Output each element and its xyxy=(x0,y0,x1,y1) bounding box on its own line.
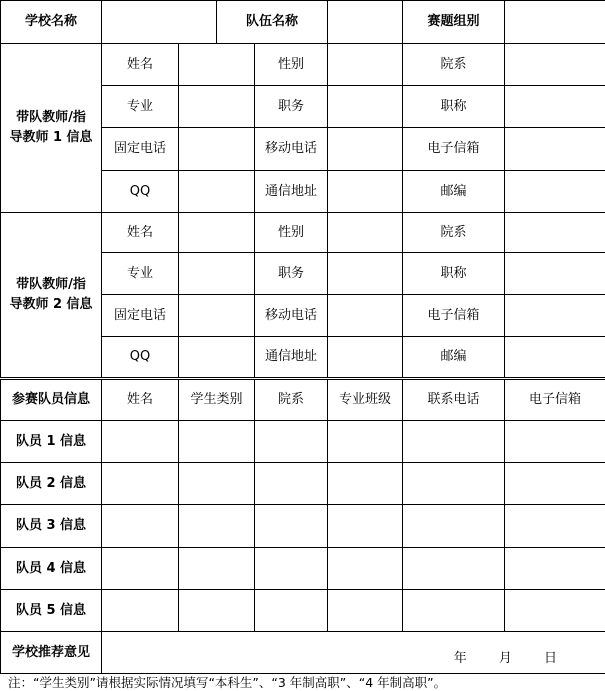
member-label: 队员 4 信息 xyxy=(1,548,102,590)
member-label: 队员 3 信息 xyxy=(1,505,102,548)
field-label: QQ xyxy=(102,171,179,213)
date-day: 日 xyxy=(544,649,557,669)
member-cell[interactable] xyxy=(179,505,255,548)
field-value[interactable] xyxy=(179,86,255,128)
team-name-label: 队伍名称 xyxy=(217,1,328,44)
field-label: 职务 xyxy=(255,86,328,128)
member-row xyxy=(1,505,605,548)
field-label: 职务 xyxy=(255,253,328,295)
field-value[interactable] xyxy=(328,171,403,213)
field-label: 通信地址 xyxy=(255,171,328,213)
field-label: QQ xyxy=(102,337,179,379)
field-value[interactable] xyxy=(328,213,403,253)
column-header-phone: 联系电话 xyxy=(403,379,505,421)
field-value[interactable] xyxy=(505,295,605,337)
field-value[interactable] xyxy=(505,337,605,379)
column-header-email: 电子信箱 xyxy=(505,379,605,421)
member-cell[interactable] xyxy=(505,421,605,463)
field-value[interactable] xyxy=(179,171,255,213)
teacher1-title-line1: 带队教师/指 xyxy=(1,108,101,128)
recommendation-content[interactable] xyxy=(102,632,605,674)
field-label: 职称 xyxy=(403,86,505,128)
column-header-student-type: 学生类别 xyxy=(179,379,255,421)
member-label: 队员 1 信息 xyxy=(1,421,102,463)
school-name-value[interactable] xyxy=(102,1,217,44)
member-cell[interactable] xyxy=(179,590,255,632)
member-cell[interactable] xyxy=(505,590,605,632)
field-label: 院系 xyxy=(403,44,505,86)
field-label: 性别 xyxy=(255,44,328,86)
field-label: 移动电话 xyxy=(255,128,328,171)
field-label: 专业 xyxy=(102,253,179,295)
member-cell[interactable] xyxy=(255,505,328,548)
field-value[interactable] xyxy=(179,253,255,295)
member-cell[interactable] xyxy=(328,463,403,505)
teacher2-title-line1: 带队教师/指 xyxy=(1,275,101,295)
member-cell[interactable] xyxy=(328,548,403,590)
member-cell[interactable] xyxy=(102,548,179,590)
member-cell[interactable] xyxy=(102,505,179,548)
field-value[interactable] xyxy=(179,128,255,171)
field-label: 邮编 xyxy=(403,171,505,213)
member-cell[interactable] xyxy=(328,590,403,632)
member-row xyxy=(1,590,605,632)
field-value[interactable] xyxy=(328,44,403,86)
recommendation-label: 学校推荐意见 xyxy=(1,632,102,674)
member-cell[interactable] xyxy=(255,463,328,505)
member-cell[interactable] xyxy=(255,590,328,632)
member-cell[interactable] xyxy=(505,505,605,548)
member-cell[interactable] xyxy=(102,421,179,463)
school-name-label: 学校名称 xyxy=(1,1,102,44)
member-cell[interactable] xyxy=(179,548,255,590)
field-value[interactable] xyxy=(505,253,605,295)
date-year: 年 xyxy=(454,649,467,669)
track-group-label: 赛题组别 xyxy=(403,1,505,44)
column-header-major-class: 专业班级 xyxy=(328,379,403,421)
field-value[interactable] xyxy=(179,44,255,86)
member-cell[interactable] xyxy=(179,463,255,505)
field-value[interactable] xyxy=(179,337,255,379)
teacher2-row xyxy=(1,213,605,253)
teacher2-title-line2: 导教师 2 信息 xyxy=(1,295,101,315)
field-value[interactable] xyxy=(328,86,403,128)
field-label: 电子信箱 xyxy=(403,128,505,171)
field-value[interactable] xyxy=(505,213,605,253)
field-label: 姓名 xyxy=(102,213,179,253)
members-header-row xyxy=(1,379,605,421)
field-label: 专业 xyxy=(102,86,179,128)
footnote: 注：“学生类别”请根据实际情况填写“本科生”、“3 年制高职”、“4 年制高职”。 xyxy=(8,673,446,691)
member-cell[interactable] xyxy=(505,548,605,590)
signature-date xyxy=(426,649,557,669)
column-header-name: 姓名 xyxy=(102,379,179,421)
member-label: 队员 2 信息 xyxy=(1,463,102,505)
teacher1-title-line2: 导教师 1 信息 xyxy=(1,128,101,148)
member-cell[interactable] xyxy=(403,463,505,505)
field-label: 移动电话 xyxy=(255,295,328,337)
field-label: 固定电话 xyxy=(102,295,179,337)
field-label: 固定电话 xyxy=(102,128,179,171)
field-value[interactable] xyxy=(505,128,605,171)
member-cell[interactable] xyxy=(328,505,403,548)
column-header-department: 院系 xyxy=(255,379,328,421)
member-cell[interactable] xyxy=(403,421,505,463)
teacher2-section-title xyxy=(1,213,102,379)
member-row xyxy=(1,421,605,463)
teacher1-row xyxy=(1,44,605,86)
member-cell[interactable] xyxy=(255,421,328,463)
member-cell[interactable] xyxy=(328,421,403,463)
teacher1-section-title xyxy=(1,44,102,213)
member-row xyxy=(1,463,605,505)
member-cell[interactable] xyxy=(179,421,255,463)
field-label: 邮编 xyxy=(403,337,505,379)
member-cell[interactable] xyxy=(102,463,179,505)
field-label: 姓名 xyxy=(102,44,179,86)
field-value[interactable] xyxy=(505,171,605,213)
member-row xyxy=(1,548,605,590)
field-value[interactable] xyxy=(505,44,605,86)
member-cell[interactable] xyxy=(255,548,328,590)
field-value[interactable] xyxy=(328,295,403,337)
field-label: 通信地址 xyxy=(255,337,328,379)
member-cell[interactable] xyxy=(403,505,505,548)
field-value[interactable] xyxy=(328,253,403,295)
field-label: 职称 xyxy=(403,253,505,295)
members-section-title: 参赛队员信息 xyxy=(1,379,102,421)
recommendation-row xyxy=(1,632,605,674)
field-value[interactable] xyxy=(505,86,605,128)
field-value[interactable] xyxy=(328,337,403,379)
member-label: 队员 5 信息 xyxy=(1,590,102,632)
field-value[interactable] xyxy=(179,295,255,337)
track-group-value[interactable] xyxy=(505,1,605,44)
field-label: 院系 xyxy=(403,213,505,253)
field-value[interactable] xyxy=(179,213,255,253)
field-label: 性别 xyxy=(255,213,328,253)
date-month: 月 xyxy=(499,649,512,669)
field-value[interactable] xyxy=(328,128,403,171)
member-cell[interactable] xyxy=(505,463,605,505)
member-cell[interactable] xyxy=(403,590,505,632)
team-name-value[interactable] xyxy=(328,1,403,44)
header-row xyxy=(1,1,605,44)
field-label: 电子信箱 xyxy=(403,295,505,337)
member-cell[interactable] xyxy=(102,590,179,632)
member-cell[interactable] xyxy=(403,548,505,590)
